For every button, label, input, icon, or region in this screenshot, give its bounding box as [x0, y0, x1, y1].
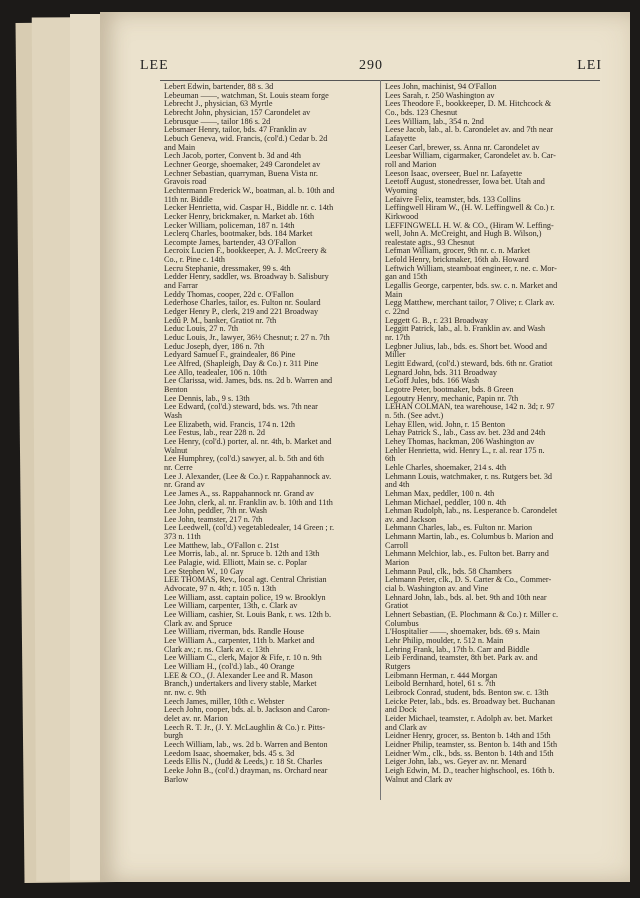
directory-entry: Lees Sarah, r. 250 Washington av [385, 90, 495, 100]
directory-entry: Leidner Philip, teamster, ss. Benton b. 14th and 15th [385, 739, 558, 749]
directory-entry: Leftwich William, steamboat engineer, r. ne. c. Mor- [385, 263, 557, 273]
directory-entry: Lee William, carpenter, 13th, c. Clark av [164, 601, 298, 611]
directory-entry: 373 n. 11th [164, 532, 201, 542]
directory-entry: burgh [164, 731, 183, 741]
directory-entry: Legbner Julius, lab., bds. es. Short bet. Wood and [385, 341, 548, 351]
directory-entry: Lee William C., clerk, Major & Fife, r. 10 n. 9th [164, 653, 322, 663]
directory-entry: Lefman William, grocer, 9th nr. c. n. Market [385, 246, 531, 256]
directory-entry: Leibmann Herman, r. 444 Morgan [385, 670, 498, 680]
directory-entry: Lee Henry, (col'd.) porter, al. nr. 4th, b. Market and [164, 436, 332, 446]
directory-entry: Lebrecht J., physician, 63 Myrtle [164, 99, 273, 109]
directory-entry: Leech James, miller, 10th c. Webster [164, 696, 285, 706]
directory-entry: Rutgers [385, 661, 411, 671]
directory-entry: Leech R. T. Jr., (J. Y. McLaughlin & Co.) r. Pitts- [164, 722, 326, 732]
directory-entry: Leech William, lab., ws. 2d b. Warren and Benton [164, 739, 328, 749]
directory-entry: Legitt Edward, (col'd.) steward, bds. 6th nr. Gratiot [385, 359, 553, 368]
directory-entry: Lecompte James, bartender, 43 O'Fallon [164, 237, 297, 247]
directory-entry: LEFFINGWELL H. W. & CO., (Hiram W. Leffing- [385, 220, 554, 230]
directory-entry: Leffingwell Hiram W., (H. W. Leffingwell & Co.) r. [385, 203, 555, 213]
directory-entry: Lederhose Charles, tailor, es. Fulton nr. Soulard [164, 298, 321, 308]
directory-entry: Leeser Carl, brewer, ss. Anna nr. Carondelet av [385, 142, 540, 152]
directory-entry: Leese Jacob, lab., al. b. Carondelet av. and 7th near [385, 125, 553, 135]
directory-entry: Miller [385, 350, 406, 360]
directory-entry: nr. 17th [385, 333, 411, 343]
directory-entry: delet av. nr. Marion [164, 713, 228, 723]
directory-entry: Lehmann Paul, clk., bds. 58 Chambers [385, 566, 512, 576]
directory-entry: Leech John, cooper, bds. al. b. Jackson and Caron- [164, 705, 330, 715]
directory-entry: Lee Allo, teadealer, 106 n. 10th [164, 367, 267, 377]
directory-entry: Leidner Henry, grocer, ss. Benton b. 14th and 15th [385, 731, 551, 741]
directory-entry: Lefold Henry, brickmaker, 16th ab. Howard [385, 255, 529, 265]
directory-entry: Lee Clarissa, wid. James, bds. ns. 2d b. Warren and [164, 376, 333, 386]
directory-entry: and Clark av [385, 722, 427, 732]
directory-entry: Lee Matthew, lab., O'Fallon c. 21st [164, 540, 279, 550]
directory-entry: Lebert Edwin, bartender, 88 s. 3d [164, 82, 274, 91]
directory-entry: Lehay Ellen, wid. John, r. 15 Benton [385, 419, 506, 429]
directory-entry: cial b. Washington av. and Vine [385, 584, 489, 594]
directory-entry: n. 5th. (See advt.) [385, 410, 444, 420]
directory-entry: Leduc Louis, 27 n. 7th [164, 324, 239, 334]
directory-entry: Lee William A., carpenter, 11th b. Market and [164, 636, 315, 645]
directory-entry: Lehey Thomas, hackman, 206 Washington av [385, 436, 535, 446]
directory-entry: Co., bds. 123 Chesnut [385, 107, 458, 117]
directory-entry: Leetoff August, stonedresser, Iowa bet. Utah and [385, 177, 545, 187]
directory-entry: Walnut [164, 445, 188, 455]
directory-entry: Legg Matthew, merchant tailor, 7 Olive; r. Clark av. [385, 298, 555, 308]
directory-entry: nr. nw. c. 9th [164, 687, 207, 697]
directory-entry: Gratiot [385, 601, 409, 611]
directory-entry: Lee William, cashier, St. Louis Bank, r. ws. 12th b. [164, 610, 332, 620]
directory-entry: Clark av.; r. ns. Clark av. c. 13th [164, 644, 270, 654]
directory-entry: Lehler Henrietta, wid. Henry L., r. al. rear 175 n. [385, 445, 545, 455]
directory-entry: Leedom Isaac, shoemaker, bds. 45 s. 3d [164, 748, 295, 758]
directory-entry: Leeke John B., (col'd.) drayman, ns. Orchard near [164, 765, 328, 775]
directory-entry: Legnard John, bds. 311 Broadway [385, 367, 498, 377]
directory-entry: Lehmann Charles, lab., es. Fulton nr. Marion [385, 523, 533, 533]
page-number: 290 [359, 58, 383, 73]
directory-entry: Lee Festus, lab., rear 228 n. 2d [164, 428, 265, 438]
directory-entry: Lee John, peddler, 7th nr. Wash [164, 506, 268, 516]
directory-entry: roll and Marion [385, 159, 437, 169]
directory-entry: Branch,) undertakers and livery stable, Market [164, 679, 317, 689]
directory-entry: Leesbar William, cigarmaker, Carondelet av. b. Car- [385, 151, 556, 161]
directory-entry: Leggett G. B., r. 231 Broadway [385, 315, 489, 325]
directory-entry: Leeson Isaac, overseer, Buel nr. Lafayette [385, 168, 522, 178]
directory-entry: Leider Michael, teamster, r. Adolph av. bet. Market [385, 713, 553, 723]
directory-entry: Lehnert Sebastian, (E. Plochmann & Co.) r. Miller c. [385, 610, 559, 620]
directory-entry: Lebsmaer Henry, tailor, bds. 47 Franklin av [164, 125, 307, 135]
directory-entry: Lehman Max, peddler, 100 n. 4th [385, 488, 495, 498]
directory-entry: Lee John, teamster, 217 n. 7th [164, 514, 263, 524]
directory-entry: Leduc Louis, Jr., lawyer, 36½ Chesnut; r. 27 n. 7th [164, 333, 330, 343]
directory-entry: Ledder Henry, saddler, ws. Broadway b. Salisbury [164, 272, 329, 282]
directory-entry: Legallis George, carpenter, bds. sw. c. n. Market and [385, 281, 558, 291]
page-header [140, 58, 602, 78]
directory-entry: Legoutry Henry, mechanic, Papin nr. 7th [385, 393, 519, 403]
directory-entry: Wash [164, 410, 182, 420]
directory-entry: Lehay Patrick S., lab., Cass av. bet. 23d and 24th [385, 428, 546, 438]
directory-entry: Ledyard Samuel F., graindealer, 86 Pine [164, 350, 296, 360]
directory-entry: Lehle Charles, shoemaker, 214 s. 4th [385, 462, 507, 472]
directory-entry: 6th [385, 454, 396, 464]
directory-entry: Leeds Ellis N., (Judd & Leeds,) r. 18 St. Charles [164, 757, 323, 767]
directory-entry: Lecker William, policeman, 187 n. 14th [164, 220, 295, 230]
directory-entry: Leclerq Charles, bootmaker, bds. 184 Market [164, 229, 313, 239]
directory-entry: Lee William, asst. captain police, 19 w. Brooklyn [164, 592, 326, 602]
directory-entry: Lee James A., ss. Rappahannock nr. Grand av [164, 488, 314, 498]
directory-entry: Lee William H., (col'd.) lab., 40 Orange [164, 661, 295, 671]
directory-entry: Lee Dennis, lab., 9 s. 13th [164, 393, 250, 403]
directory-entry: Leiger John, lab., ws. Geyer av. nr. Menard [385, 757, 527, 767]
directory-entry: LEE THOMAS, Rev., local agt. Central Christian [164, 575, 327, 585]
directory-entry: and Main [164, 142, 196, 152]
directory-entry: Lebeuman ——, watchman, St. Louis steam forge [164, 90, 329, 100]
directory-entry: Walnut and Clark av [385, 774, 453, 784]
directory-entry: and Dock [385, 705, 417, 715]
directory-entry: Wyoming [385, 185, 418, 195]
directory-entry: Lee J. Alexander, (Lee & Co.) r. Rappahannock av. [164, 471, 332, 481]
directory-entry: Lehmann Martin, lab., es. Columbus b. Marion and [385, 532, 554, 542]
left-column [164, 83, 378, 784]
directory-entry: Lehr Philip, moulder, r. 512 n. Main [385, 636, 504, 645]
directory-entry: Lee Morris, lab., al. nr. Spruce b. 12th and 13th [164, 549, 320, 559]
directory-entry: Lee William, riverman, bds. Randle House [164, 627, 305, 637]
directory-entry: Lee Alfred, (Shapleigh, Day & Co.) r. 311 Pine [164, 359, 319, 368]
directory-entry: nr. Grand av [164, 480, 205, 490]
directory-entry: Leduc Joseph, dyer, 186 n. 7th [164, 341, 265, 351]
directory-entry: Leicke Peter, lab., bds. es. Broadway bet. Buchanan [385, 696, 555, 706]
directory-entry: Lee Stephen W., 10 Gay [164, 566, 244, 576]
directory-entry: Lee John, clerk, al. nr. Franklin av. b. 10th and 11th [164, 497, 333, 507]
directory-entry: Leggitt Patrick, lab., al. b. Franklin av. and Wash [385, 324, 546, 334]
directory-entry: Lees Theodore F., bookkeeper, D. M. Hitchcock & [385, 99, 552, 109]
directory-entry: Lee Humphrey, (col'd.) sawyer, al. b. 5th and 6th [164, 454, 324, 464]
directory-entry: Lefaivre Felix, teamster, bds. 133 Collins [385, 194, 521, 204]
directory-entry: Lee Elizabeth, wid. Francis, 174 n. 12th [164, 419, 295, 429]
directory-entry: Benton [164, 384, 188, 394]
directory-entry: Lebrecht John, physician, 157 Carondelet av [164, 107, 311, 117]
directory-entry: and Farrar [164, 281, 198, 291]
directory-entry: LeGoff Jules, bds. 166 Wash [385, 376, 480, 386]
directory-entry: Columbus [385, 618, 419, 628]
directory-entry: Marion [385, 558, 410, 568]
directory-entry: Lechner Sebastian, quarryman, Buena Vista nr. [164, 168, 318, 178]
directory-entry: Leibrock Conrad, student, bds. Benton sw. c. 13th [385, 687, 549, 697]
directory-entry: Ledû P. M., banker, Gratiot nr. 7th [164, 315, 277, 325]
directory-entry: Main [385, 289, 403, 299]
directory-entry: Lehmann Melchior, lab., es. Fulton bet. Barry and [385, 549, 549, 559]
directory-entry: 11th nr. Biddle [164, 194, 213, 204]
directory-entry: Advocate, 97 n. 4th; r. 105 n. 13th [164, 584, 277, 594]
directory-entry: Lehman Michael, peddler, 100 n. 4th [385, 497, 507, 507]
directory-entry: Lees William, lab., 354 n. 2nd [385, 116, 484, 126]
directory-entry: Lebuch Geneva, wid. Francis, (col'd.) Cedar b. 2d [164, 133, 328, 143]
header-left-keyword: LEE [140, 58, 169, 73]
directory-entry: Co., r. Pine c. 14th [164, 255, 225, 265]
directory-entry: Lechtermann Frederick W., boatman, al. b. 10th and [164, 185, 335, 195]
directory-entry: and 4th [385, 480, 410, 490]
column-divider [380, 80, 381, 800]
directory-entry: Clark av. and Spruce [164, 618, 233, 628]
directory-entry: Lees John, machinist, 94 O'Fallon [385, 82, 497, 91]
directory-entry: Lee Leedwell, (col'd.) vegetabledealer, 14 Green ; r. [164, 523, 335, 533]
directory-entry: Lebrusque ——, tailor 186 s. 2d [164, 116, 271, 126]
directory-entry: Leddy Thomas, cooper, 22d c. O'Fallon [164, 289, 294, 299]
directory-entry: Leib Ferdinand, teamster, 8th bet. Park av. and [385, 653, 538, 663]
directory-entry: Lechner George, shoemaker, 249 Carondelet av [164, 159, 321, 169]
directory-entry: Leibold Bernhard, hotel, 61 s. 7th [385, 679, 496, 689]
directory-entry: Lehring Frank, lab., 17th b. Carr and Biddle [385, 644, 530, 654]
directory-entry: av. and Jackson [385, 514, 437, 524]
directory-entry: gan and 15th [385, 272, 428, 282]
header-right-keyword: LEI [577, 58, 602, 73]
directory-entry: Lafayette [385, 133, 416, 143]
directory-entry: Lehmann Louis, watchmaker, r. ns. Rutgers bet. 3d [385, 471, 553, 481]
directory-entry: well, John A. McCreight, and Hugh B. Wilson,) [385, 229, 542, 239]
directory-entry: Kirkwood [385, 211, 419, 221]
directory-entry: Barlow [164, 774, 189, 784]
directory-entry: Lecker Henrietta, wid. Caspar H., Biddle nr. c. 14th [164, 203, 334, 213]
directory-entry: Carroll [385, 540, 409, 550]
directory-entry: L'Hospitalier ——, shoemaker, bds. 69 s. Main [385, 627, 540, 637]
right-column [385, 83, 599, 784]
directory-entry: Lecroix Lucien F., bookkeeper, A. J. McCreery & [164, 246, 327, 256]
directory-entry: LEE & CO., (J. Alexander Lee and R. Mason [164, 670, 313, 680]
directory-entry: nr. Cerre [164, 462, 193, 472]
directory-entry: Leigh Edwin, M. D., teacher highschool, es. 16th b. [385, 765, 555, 775]
directory-entry: Lecru Stephanie, dressmaker, 99 s. 4th [164, 263, 291, 273]
directory-entry: Lecker Henry, brickmaker, n. Market ab. 16th [164, 211, 315, 221]
directory-entry: Lee Edward, (col'd.) steward, bds. ws. 7th near [164, 402, 318, 412]
directory-entry: Lehmann Peter, clk., D. S. Carter & Co., Commer- [385, 575, 552, 585]
directory-entry: realestate agts., 93 Chesnut [385, 237, 475, 247]
directory-entry: Gravois road [164, 177, 207, 187]
directory-entry: Ledger Henry P., clerk, 219 and 221 Broadway [164, 307, 319, 317]
directory-entry: c. 22nd [385, 307, 410, 317]
directory-entry: Lehman Rudolph, lab., ns. Lesperance b. Carondelet [385, 506, 558, 516]
directory-entry: LEHAN COLMAN, tea warehouse, 142 n. 3d; r. 97 [385, 402, 555, 412]
directory-entry: Lee Palagie, wid. Elliott, Main se. c. Poplar [164, 558, 307, 568]
directory-entry: Lehnard John, lab., bds. al. bet. 9th and 10th near [385, 592, 547, 602]
directory-entry: Lech Jacob, porter, Convent b. 3d and 4th [164, 151, 302, 161]
directory-entry: Leidner Wm., clk., bds. ss. Benton b. 14th and 15th [385, 748, 554, 758]
directory-entry: Legotre Peter, bootmaker, bds. 8 Green [385, 384, 514, 394]
